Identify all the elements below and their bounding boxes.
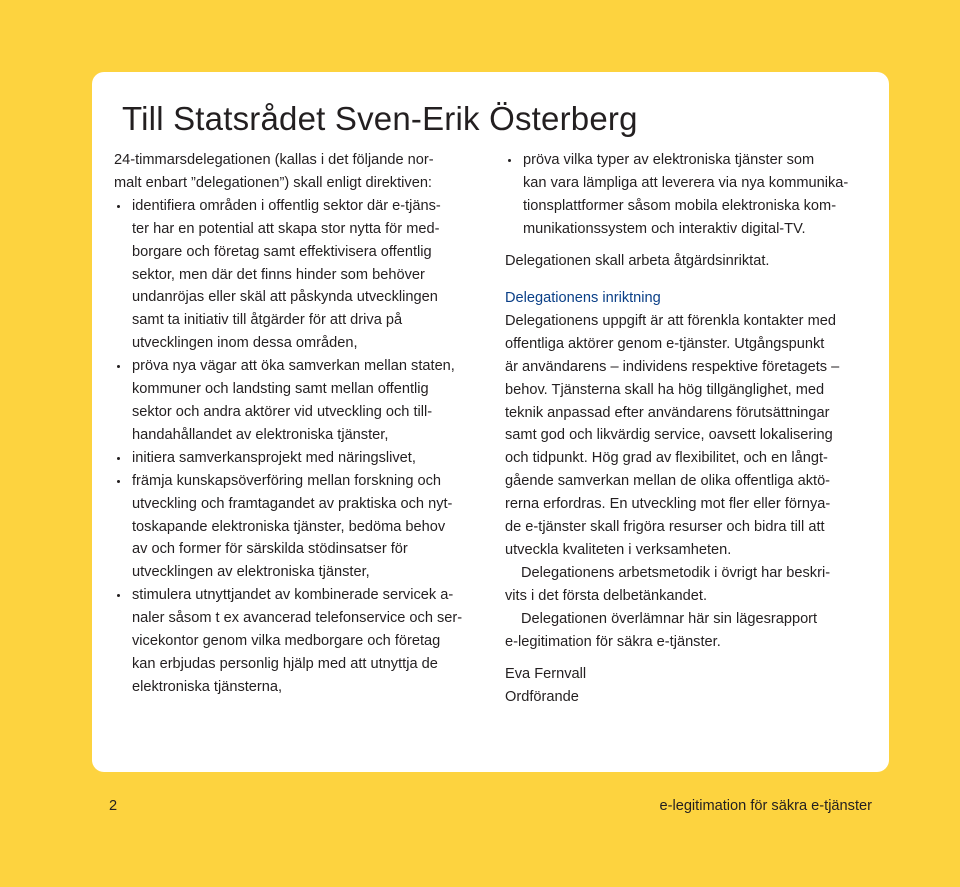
- bullet-line: pröva vilka typer av elektroniska tjänster som: [523, 152, 815, 168]
- statement: Delegationen skall arbeta åtgärdsinriktat.: [505, 253, 770, 270]
- bullet-line: utvecklingen inom dessa områden,: [132, 335, 358, 352]
- paragraph-line: Delegationens uppgift är att förenkla kontakter med: [505, 312, 836, 329]
- bullet-line: utveckling och framtagandet av praktiska och nyt-: [132, 495, 453, 512]
- paragraph-line: och tidpunkt. Hög grad av flexibilitet, och en långt-: [505, 450, 828, 467]
- bullet-line: främja kunskapsöverföring mellan forskning och: [132, 472, 442, 489]
- bullet-line: naler såsom t ex avancerad telefonservice och ser-: [132, 610, 463, 627]
- bullet-line: munikationssystem och interaktiv digital-TV.: [523, 220, 806, 237]
- bullet-item: [114, 195, 494, 355]
- paragraph-line: utveckla kvaliteten i verksamheten.: [505, 542, 732, 558]
- bullet-line: undanröjas eller skäl att påskynda utvecklingen: [132, 289, 438, 306]
- paragraph-line: samt god och likvärdig service, oavsett lokalisering: [505, 427, 833, 444]
- bullet-line: vicekontor genom vilka medborgare och företag: [132, 633, 441, 650]
- bullet-line: elektroniska tjänsterna,: [132, 678, 283, 695]
- paragraph-line: teknik anpassad efter användarens förutsättningar: [505, 404, 830, 421]
- bullet-line: samt ta initiativ till åtgärder för att driva på: [132, 312, 403, 329]
- bullet-line: utvecklingen av elektroniska tjänster,: [132, 564, 370, 581]
- bullet-line: identifiera områden i offentlig sektor där e-tjäns-: [132, 197, 441, 214]
- paragraph-line: e-legitimation för säkra e-tjänster.: [505, 633, 721, 650]
- paragraph-line: behov. Tjänsterna skall ha hög tillgänglighet, med: [505, 381, 825, 398]
- intro-line: malt enbart ”delegationen”) skall enligt direktiven:: [114, 174, 432, 191]
- bullet-line: tionsplattformer såsom mobila elektroniska kom-: [523, 197, 837, 214]
- paragraph-line: gående samverkan mellan de olika offentliga aktö-: [505, 473, 831, 490]
- right-column: [505, 149, 875, 709]
- left-column: [114, 149, 494, 699]
- bullet-item: [114, 584, 494, 699]
- paragraph-line: de e-tjänster skall frigöra resurser och bidra till att: [505, 519, 825, 536]
- section-heading: Delegationens inriktning: [505, 290, 661, 307]
- bullet-line: sektor, men där det finns hinder som behöver: [132, 266, 425, 283]
- bullet-line: av och former för särskilda stödinsatser för: [132, 541, 408, 558]
- bullet-line: handahållandet av elektroniska tjänster,: [132, 426, 389, 443]
- signature-name: Eva Fernvall: [505, 666, 587, 683]
- bullet-item: [114, 470, 494, 585]
- bullet-line: initiera samverkansprojekt med näringslivet,: [132, 449, 416, 466]
- paragraph-line: Delegationen överlämnar här sin lägesrapport: [521, 610, 818, 627]
- paragraph-line: rerna erfordras. En utveckling mot fler eller förnya-: [505, 496, 831, 513]
- bullet-line: borgare och företag samt effektivisera offentlig: [132, 243, 432, 260]
- paragraph-line: Delegationens arbetsmetodik i övrigt har beskri-: [521, 564, 831, 581]
- bullet-item: [114, 355, 494, 447]
- bullet-line: stimulera utnyttjandet av kombinerade servicek a-: [132, 587, 454, 604]
- bullet-line: ter har en potential att skapa stor nytta för med-: [132, 220, 440, 237]
- page-title: Till Statsrådet Sven-Erik Österberg: [122, 100, 638, 137]
- bullet-line: sektor och andra aktörer vid utveckling och till-: [132, 403, 433, 420]
- intro-line: 24-timmarsdelegationen (kallas i det följande nor-: [114, 152, 434, 168]
- bullet-item: [505, 149, 875, 241]
- paragraph-line: vits i det första delbetänkandet.: [505, 587, 708, 604]
- bullet-line: pröva nya vägar att öka samverkan mellan staten,: [132, 358, 455, 375]
- paragraph-line: offentliga aktörer genom e-tjänster. Utgångspunkt: [505, 335, 825, 352]
- signature-role: Ordförande: [505, 688, 579, 705]
- publication-title: e-legitimation för säkra e-tjänster: [659, 798, 872, 814]
- bullet-line: kan vara lämpliga att leverera via nya kommunika-: [523, 174, 849, 191]
- bullet-line: kan erbjudas personlig hjälp med att utnyttja de: [132, 655, 438, 672]
- bullet-line: toskapande elektroniska tjänster, bedöma behov: [132, 518, 446, 535]
- bullet-item: [114, 447, 494, 470]
- paragraph-line: är användarens – individens respektive företagets –: [505, 358, 840, 375]
- bullet-line: kommuner och landsting samt mellan offentlig: [132, 381, 429, 398]
- page-number: 2: [109, 798, 118, 814]
